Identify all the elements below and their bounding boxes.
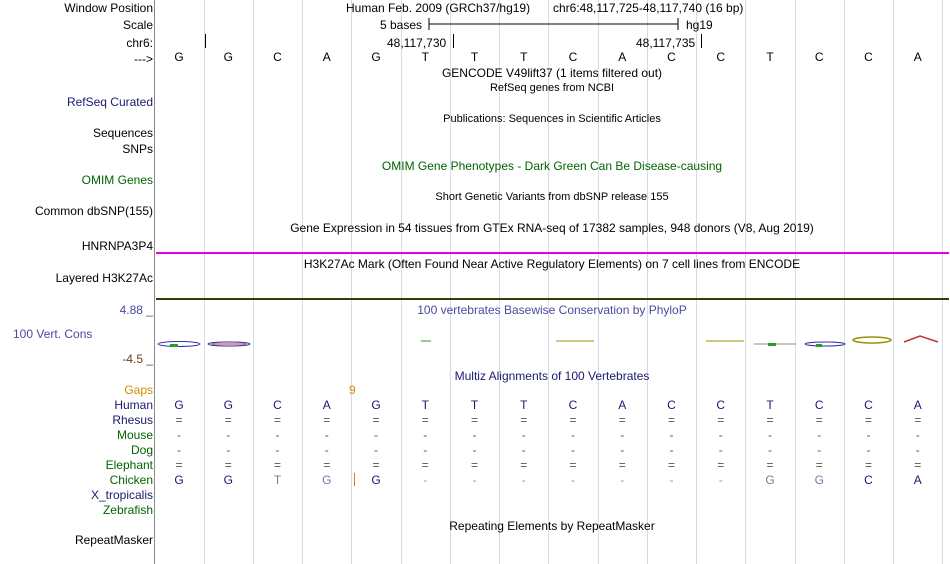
- chrom-label: chr6:: [126, 36, 153, 50]
- assembly-title: Human Feb. 2009 (GRCh37/hg19): [346, 1, 531, 15]
- cons-glyph-1: [158, 342, 200, 348]
- alignment-base: G: [371, 473, 381, 487]
- species-label[interactable]: Human: [114, 398, 153, 412]
- gtex-gene-label[interactable]: HNRNPA3P4: [81, 239, 153, 253]
- alignment-base: =: [323, 413, 331, 427]
- alignment-base: C: [716, 398, 726, 412]
- scale-db: hg19: [686, 18, 713, 32]
- alignment-base: =: [470, 413, 478, 427]
- alignment-base: -: [226, 428, 231, 442]
- alignment-base: -: [866, 428, 871, 442]
- coord-tick-1: [453, 34, 454, 48]
- alignment-base: -: [521, 428, 526, 442]
- sequence-base: G: [174, 50, 184, 64]
- alignment-base: =: [421, 458, 429, 472]
- alignment-base: T: [520, 398, 528, 412]
- alignment-base: -: [521, 443, 526, 457]
- alignment-base: =: [864, 458, 872, 472]
- alignment-base: -: [472, 428, 477, 442]
- alignment-base: =: [667, 458, 675, 472]
- alignment-base: -: [768, 428, 772, 442]
- window-position-text: chr6:48,117,725-48,117,740 (16 bp): [553, 1, 744, 15]
- alignment-base: -: [521, 473, 526, 487]
- alignment-base: T: [766, 398, 774, 412]
- alignment-base: T: [470, 398, 479, 412]
- alignment-base: C: [568, 398, 578, 412]
- alignment-base: A: [618, 398, 627, 412]
- alignment-base: -: [423, 443, 428, 457]
- alignment-base: C: [864, 473, 873, 487]
- alignment-base: A: [913, 473, 922, 487]
- sequence-base: C: [716, 50, 726, 64]
- alignment-base: -: [718, 473, 723, 487]
- sequence-base: G: [371, 50, 381, 64]
- alignment-base: =: [569, 458, 577, 472]
- dbsnp-track-title[interactable]: Short Genetic Variants from dbSNP release 155: [435, 191, 669, 203]
- alignment-base: -: [324, 428, 329, 442]
- alignment-base: -: [817, 428, 822, 442]
- sequence-base: T: [520, 50, 528, 64]
- scale-label: Scale: [122, 18, 153, 32]
- gencode-track-title[interactable]: GENCODE V49lift37 (1 items filtered out): [441, 66, 663, 80]
- alignment-base: -: [571, 428, 575, 442]
- conservation-plot: [156, 328, 950, 350]
- alignment-base: -: [768, 443, 772, 457]
- omim-track-label[interactable]: OMIM Genes: [81, 173, 153, 187]
- alignment-base: G: [223, 398, 233, 412]
- sequence-base: C: [667, 50, 676, 64]
- alignment-base: C: [667, 398, 676, 412]
- alignment-base: =: [618, 413, 626, 427]
- cons-glyph-7: [805, 342, 845, 347]
- sequence-base: A: [618, 50, 627, 64]
- alignment-base: -: [472, 473, 477, 487]
- alignment-base: G: [814, 473, 824, 487]
- sequence-base: T: [766, 50, 774, 64]
- coord-tick-2: [701, 34, 702, 48]
- alignment-base: =: [372, 413, 380, 427]
- alignment-base: -: [472, 443, 477, 457]
- alignment-base: =: [815, 458, 823, 472]
- alignment-base: -: [718, 428, 723, 442]
- cons-glyph-8: [853, 337, 891, 343]
- alignment-base: =: [323, 458, 331, 472]
- alignment-base: =: [815, 413, 823, 427]
- publications-track-title[interactable]: Publications: Sequences in Scientific Articles: [443, 113, 661, 125]
- alignment-base: -: [423, 428, 428, 442]
- scale-text: 5 bases: [380, 18, 423, 32]
- alignment-base: -: [275, 443, 280, 457]
- cons-glyph-2: [208, 342, 250, 346]
- sequence-base: T: [421, 50, 429, 64]
- snps-track-label[interactable]: SNPs: [122, 142, 153, 156]
- sequence-base: C: [864, 50, 873, 64]
- cons-min-label: -4.5 _: [122, 352, 153, 366]
- multiz-track-title[interactable]: Multiz Alignments of 100 Vertebrates: [454, 369, 650, 383]
- alignment-base: -: [620, 443, 625, 457]
- window-position-label: Window Position: [64, 1, 153, 15]
- alignment-base: -: [275, 428, 280, 442]
- alignment-base: -: [374, 443, 378, 457]
- sequence-base: C: [273, 50, 282, 64]
- position-tick: [205, 34, 206, 48]
- gtex-track-title[interactable]: Gene Expression in 54 tissues from GTEx RNA-seq of 17382 samples, 948 donors (V8, Aug 2019): [290, 221, 814, 235]
- sequences-track-label[interactable]: Sequences: [92, 126, 153, 140]
- alignment-base: -: [374, 428, 378, 442]
- alignment-base: -: [669, 443, 674, 457]
- alignment-base: =: [766, 413, 774, 427]
- alignment-base: =: [273, 413, 281, 427]
- cons-max-label: 4.88 _: [119, 303, 153, 317]
- alignment-base: =: [766, 458, 774, 472]
- alignment-base: G: [765, 473, 775, 487]
- alignment-base: -: [177, 428, 181, 442]
- alignment-base: -: [915, 428, 920, 442]
- alignment-base: -: [571, 443, 575, 457]
- alignment-base: -: [620, 473, 625, 487]
- phylop-track-title[interactable]: 100 vertebrates Basewise Conservation by PhyloP: [417, 303, 687, 317]
- gap-count: 9: [349, 383, 356, 397]
- alignment-base: =: [224, 413, 232, 427]
- alignment-base: G: [371, 398, 381, 412]
- alignment-base: -: [866, 443, 871, 457]
- species-label[interactable]: Dog: [130, 443, 153, 457]
- alignment-base: =: [914, 458, 922, 472]
- sequence-base: A: [322, 50, 331, 64]
- sequence-base: C: [568, 50, 578, 64]
- species-label[interactable]: Elephant: [105, 458, 153, 472]
- alignment-base: =: [470, 458, 478, 472]
- sequence-base: G: [223, 50, 233, 64]
- strand-arrow-label: --->: [134, 52, 153, 66]
- species-label[interactable]: Chicken: [109, 473, 153, 487]
- alignment-base: G: [223, 473, 233, 487]
- refseq-track-title[interactable]: RefSeq genes from NCBI: [489, 82, 615, 94]
- alignment-base: -: [226, 443, 231, 457]
- alignment-base: =: [273, 458, 281, 472]
- h3k27ac-track-title[interactable]: H3K27Ac Mark (Often Found Near Active Regulatory Elements) on 7 cell lines from ENCODE: [303, 257, 801, 271]
- repeatmasker-track-title[interactable]: Repeating Elements by RepeatMasker: [449, 519, 655, 533]
- alignment-base: =: [520, 413, 528, 427]
- alignment-base: C: [273, 398, 282, 412]
- alignment-base: A: [322, 398, 331, 412]
- alignment-base: G: [174, 398, 184, 412]
- gap-marker: [354, 473, 355, 486]
- coord-label-2: 48,117,735: [636, 36, 696, 50]
- h3k27ac-track-label[interactable]: Layered H3K27Ac: [55, 271, 153, 285]
- alignment-base: C: [864, 398, 873, 412]
- repeatmasker-track-label[interactable]: RepeatMasker: [74, 533, 153, 547]
- dbsnp-track-label[interactable]: Common dbSNP(155): [34, 204, 153, 218]
- alignment-base: =: [717, 458, 725, 472]
- alignment-base: =: [717, 413, 725, 427]
- alignment-base: G: [174, 473, 184, 487]
- sequence-base: T: [470, 50, 479, 64]
- alignment-base: -: [718, 443, 723, 457]
- alignment-base: -: [571, 473, 575, 487]
- alignment-base: =: [914, 413, 922, 427]
- omim-track-title[interactable]: OMIM Gene Phenotypes - Dark Green Can Be Disease-causing: [381, 159, 723, 173]
- gtex-expression-line: [156, 252, 949, 254]
- alignment-base: T: [273, 473, 282, 487]
- sequence-base: C: [814, 50, 824, 64]
- species-label[interactable]: X_tropicalis: [90, 488, 153, 502]
- alignment-base: =: [175, 458, 183, 472]
- alignment-base: G: [322, 473, 332, 487]
- coord-label-1: 48,117,730: [387, 36, 447, 50]
- alignment-base: =: [224, 458, 232, 472]
- species-label[interactable]: Zebrafish: [102, 503, 153, 517]
- h3k27ac-signal-line: [156, 298, 949, 300]
- alignment-base: =: [667, 413, 675, 427]
- species-label[interactable]: Mouse: [116, 428, 153, 442]
- alignment-base: -: [423, 473, 428, 487]
- alignment-base: C: [814, 398, 824, 412]
- alignment-base: =: [520, 458, 528, 472]
- alignment-base: -: [669, 428, 674, 442]
- alignment-base: =: [421, 413, 429, 427]
- alignment-base: -: [620, 428, 625, 442]
- cons-glyph-9: [904, 336, 938, 342]
- alignment-base: T: [421, 398, 429, 412]
- scale-bar: [428, 17, 680, 31]
- alignment-base: =: [618, 458, 626, 472]
- alignment-base: -: [324, 443, 329, 457]
- alignment-base: =: [864, 413, 872, 427]
- alignment-base: =: [175, 413, 183, 427]
- alignment-base: -: [817, 443, 822, 457]
- cons-glyph-6: [754, 343, 796, 346]
- alignment-base: =: [569, 413, 577, 427]
- alignment-base: A: [913, 398, 922, 412]
- gaps-label: Gaps: [124, 383, 153, 397]
- alignment-base: =: [372, 458, 380, 472]
- alignment-base: -: [177, 443, 181, 457]
- cons-track-label[interactable]: 100 Vert. Cons: [13, 327, 93, 341]
- sequence-base: A: [913, 50, 922, 64]
- alignment-base: -: [915, 443, 920, 457]
- alignment-base: -: [669, 473, 674, 487]
- refseq-track-label[interactable]: RefSeq Curated: [66, 95, 153, 109]
- species-label[interactable]: Rhesus: [112, 413, 153, 427]
